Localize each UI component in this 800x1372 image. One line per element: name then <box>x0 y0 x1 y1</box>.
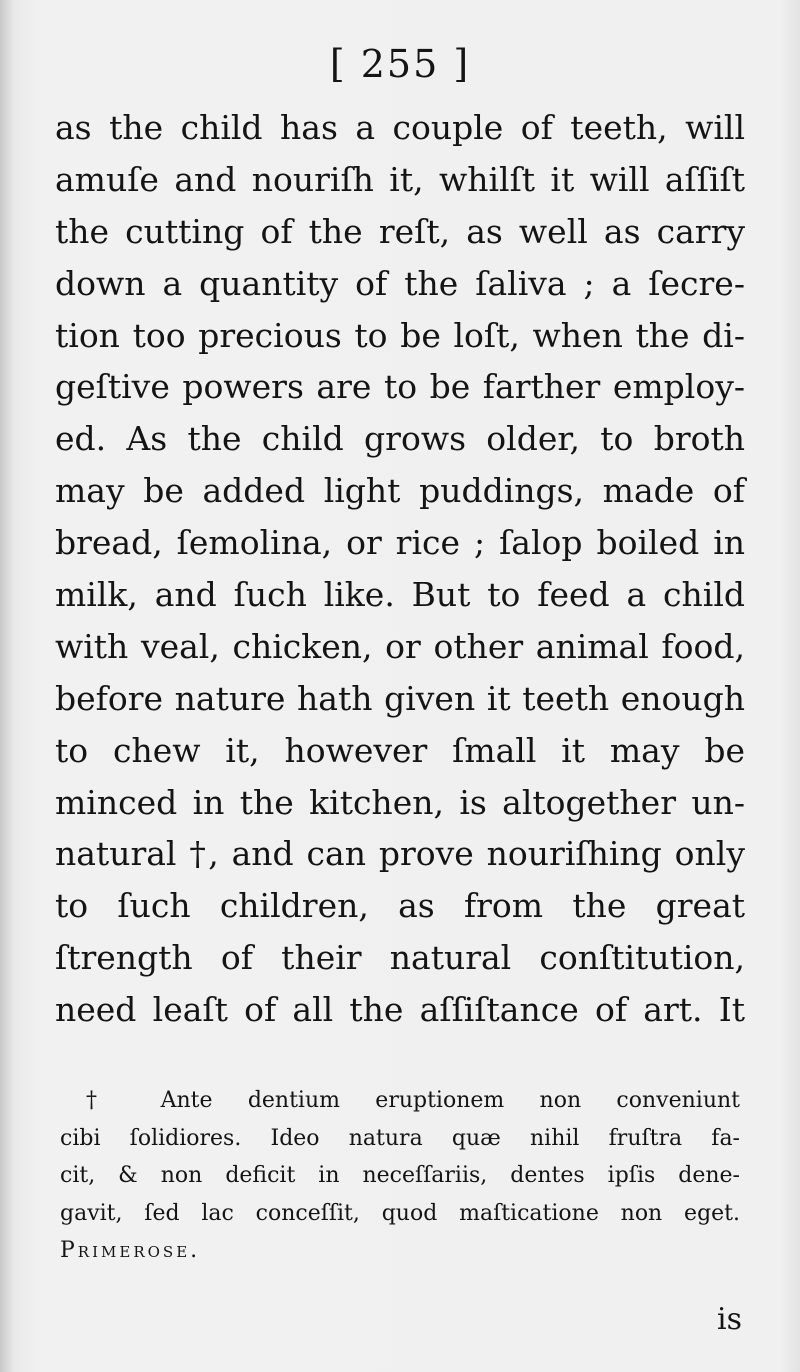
body-line: need leaſt of all the aſſiſtance of art. It <box>55 990 745 1030</box>
footnote <box>60 1082 740 1270</box>
body-line: minced in the kitchen, is altogether un- <box>55 782 745 822</box>
body-line: the cutting of the reſt, as well as carry <box>55 211 745 251</box>
footnote-line: cibi ſolidiores. Ideo natura quæ nihil fruſtra fa- <box>60 1125 740 1151</box>
body-line: geſtive powers are to be farther employ- <box>55 367 745 407</box>
footnote-line: cit, & non deficit in neceſſariis, dentes ipſis dene- <box>60 1163 740 1189</box>
body-line: natural †, and can prove nouriſhing only <box>55 834 745 874</box>
body-line: to chew it, however ſmall it may be <box>55 730 745 770</box>
page-number-header: [ 255 ] <box>329 42 471 86</box>
body-line: ſtrength of their natural conſtitution, <box>55 938 745 978</box>
body-line: may be added light puddings, made of <box>55 471 745 511</box>
body-line: before nature hath given it teeth enough <box>55 678 745 718</box>
body-text <box>55 102 745 1036</box>
body-line: bread, ſemolina, or rice ; ſalop boiled in <box>55 523 745 563</box>
footnote-attribution: Primerose. <box>60 1238 201 1264</box>
body-line: ed. As the child grows older, to broth <box>55 419 745 459</box>
catchword: is <box>717 1302 742 1337</box>
body-line: as the child has a couple of teeth, will <box>55 108 745 147</box>
body-line: to ſuch children, as from the great <box>55 886 745 926</box>
footnote-line: gavit, ſed lac conceſſit, quod maſticatione non eget. <box>60 1200 740 1226</box>
body-line: amuſe and nouriſh it, whilſt it will aſſiſt <box>55 159 745 199</box>
body-line: with veal, chicken, or other animal food, <box>55 626 745 666</box>
body-line: tion too precious to be loſt, when the di- <box>55 315 745 355</box>
body-line: down a quantity of the ſaliva ; a ſecre- <box>55 263 745 303</box>
footnote-line: † Ante dentium eruptionem non conveniunt <box>86 1088 740 1113</box>
body-line: milk, and ſuch like. But to feed a child <box>55 575 745 615</box>
